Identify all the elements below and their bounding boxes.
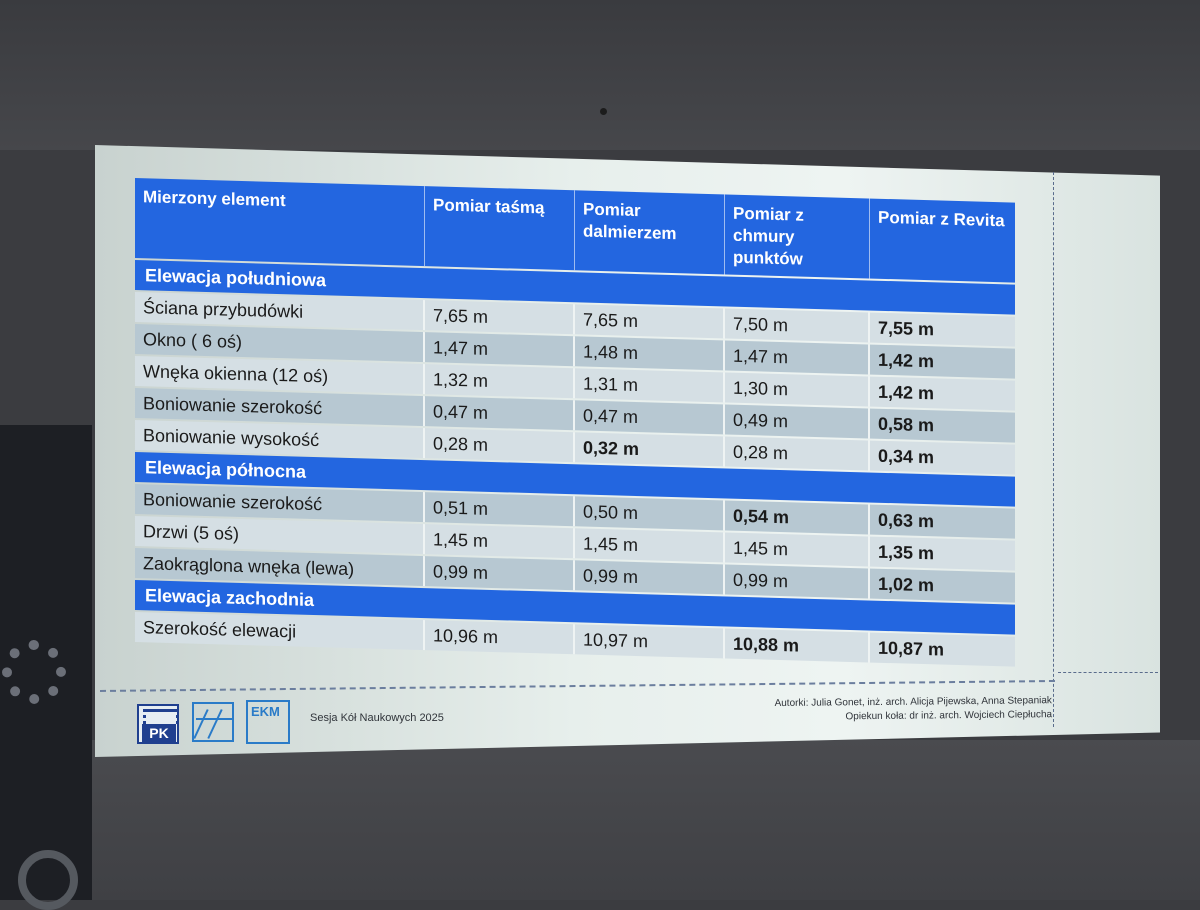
- cell-rangefinder: 0,99 m: [575, 560, 725, 594]
- cell-point-cloud: 0,28 m: [725, 436, 870, 470]
- section-title: Elewacja południowa: [135, 260, 1015, 315]
- wall-background: [0, 0, 1200, 150]
- cell-revit: 7,55 m: [878, 317, 935, 340]
- reel-icon: [18, 850, 78, 910]
- cell-tape: 0,99 m: [425, 556, 575, 590]
- measurement-table: [135, 178, 1015, 667]
- cell-element: Szerokość elewacji: [135, 612, 425, 650]
- logo-line: [196, 718, 232, 720]
- session-label: Sesja Kół Naukowych 2025: [310, 712, 444, 724]
- cell-revit: 0,58 m: [878, 413, 935, 436]
- credits: [700, 694, 1052, 726]
- wall-hole: [600, 108, 607, 115]
- cell-point-cloud: 10,88 m: [725, 628, 870, 662]
- cell-tape: 7,65 m: [425, 300, 575, 334]
- cell-element: Boniowanie szerokość: [135, 388, 425, 426]
- header-tape-measure: Pomiar taśmą: [425, 186, 575, 270]
- cell-element: Okno ( 6 oś): [135, 324, 425, 362]
- cell-rangefinder: 0,50 m: [575, 496, 725, 530]
- cell-rangefinder: 1,48 m: [575, 336, 725, 370]
- cell-revit: 1,35 m: [878, 541, 935, 564]
- cell-revit: 0,63 m: [878, 509, 935, 532]
- cell-point-cloud: 0,99 m: [725, 564, 870, 598]
- section-title: Elewacja zachodnia: [135, 580, 1015, 635]
- cell-element: Wnęka okienna (12 oś): [135, 356, 425, 394]
- header-revit: Pomiar z Revita: [878, 207, 1005, 231]
- cell-rangefinder: 0,47 m: [575, 400, 725, 434]
- cell-tape: 0,51 m: [425, 492, 575, 526]
- cell-point-cloud: 7,50 m: [725, 308, 870, 342]
- cell-tape: 1,45 m: [425, 524, 575, 558]
- slide-border-horizontal: [1058, 672, 1158, 673]
- cell-element: Ściana przybudówki: [135, 292, 425, 330]
- cell-point-cloud: 1,30 m: [725, 372, 870, 406]
- gear-icon: [2, 640, 66, 704]
- logo-line: [207, 709, 222, 739]
- pk-logo-text: PK: [142, 724, 176, 742]
- supervisor-text: Opiekun koła: dr inż. arch. Wojciech Ciepłucha: [845, 709, 1053, 723]
- cell-rangefinder: 0,32 m: [575, 432, 725, 466]
- cell-point-cloud: 0,54 m: [725, 500, 870, 534]
- cell-tape: 1,32 m: [425, 364, 575, 398]
- cell-tape: 1,47 m: [425, 332, 575, 366]
- header-measured-element: Mierzony element: [135, 178, 425, 266]
- cell-element: Boniowanie szerokość: [135, 484, 425, 522]
- header-point-cloud: Pomiar z chmury punktów: [725, 194, 870, 278]
- cell-tape: 0,47 m: [425, 396, 575, 430]
- slide-border-vertical: [1053, 172, 1054, 727]
- cell-rangefinder: 7,65 m: [575, 304, 725, 338]
- cell-rangefinder: 1,45 m: [575, 528, 725, 562]
- cell-element: Zaokrąglona wnęka (lewa): [135, 548, 425, 586]
- cell-tape: 0,28 m: [425, 428, 575, 462]
- architecture-faculty-logo: [192, 702, 234, 742]
- cell-revit: 10,87 m: [878, 637, 945, 660]
- cell-revit: 0,34 m: [878, 445, 935, 468]
- header-rangefinder: Pomiar dalmierzem: [575, 190, 725, 274]
- cell-point-cloud: 0,49 m: [725, 404, 870, 438]
- cell-element: Boniowanie wysokość: [135, 420, 425, 458]
- cell-tape: 10,96 m: [425, 620, 575, 654]
- cell-rangefinder: 1,31 m: [575, 368, 725, 402]
- cell-element: Drzwi (5 oś): [135, 516, 425, 554]
- cell-rangefinder: 10,97 m: [575, 624, 725, 658]
- cell-point-cloud: 1,45 m: [725, 532, 870, 566]
- cell-revit: 1,02 m: [878, 573, 935, 596]
- section-title: Elewacja północna: [135, 452, 1015, 507]
- authors-text: Autorki: Julia Gonet, inż. arch. Alicja Pijewska, Anna Stepaniak: [774, 695, 1052, 710]
- cell-revit: 1,42 m: [878, 381, 935, 404]
- crown-icon: [143, 709, 179, 724]
- cell-revit: 1,42 m: [878, 349, 935, 372]
- cell-point-cloud: 1,47 m: [725, 340, 870, 374]
- pk-university-logo: [137, 704, 179, 744]
- wall-lower-background: [0, 740, 1200, 900]
- ekm-club-logo: EKM: [246, 700, 290, 744]
- logo-line: [193, 709, 208, 739]
